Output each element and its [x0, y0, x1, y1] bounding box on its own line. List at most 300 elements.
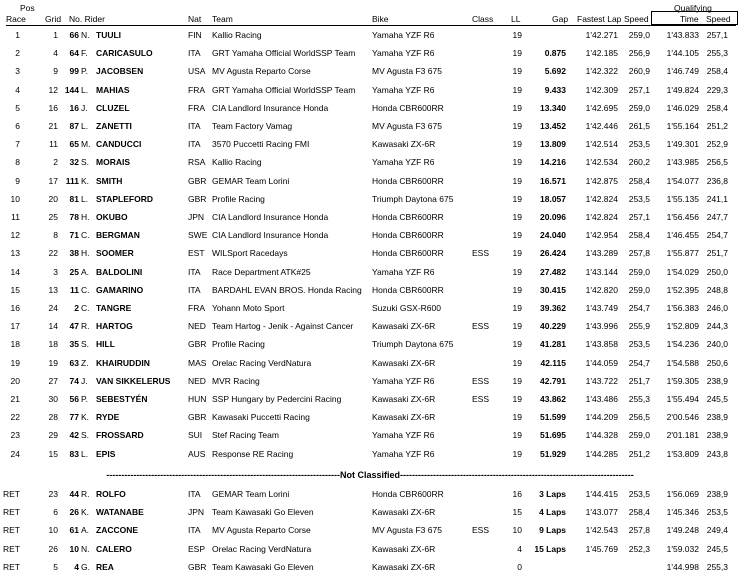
rider-number: 64 [69, 48, 79, 59]
qualifying-time: 1'55.135 [666, 193, 699, 204]
rider-initial: F. [81, 48, 88, 59]
race-pos: 5 [15, 102, 20, 113]
fastest-lap: 1'45.769 [585, 543, 618, 554]
fastest-lap: 1'42.309 [585, 84, 618, 95]
result-row [0, 300, 740, 317]
grid-pos: 27 [48, 375, 58, 386]
fastest-lap: 1'43.486 [585, 394, 618, 404]
race-pos: 14 [10, 266, 20, 277]
laps-led: 19 [512, 139, 522, 150]
result-row [0, 82, 740, 99]
race-pos: 18 [10, 339, 20, 350]
laps-led: 0 [517, 561, 522, 572]
result-row [0, 391, 740, 408]
bike-model: Honda CBR600RR [372, 102, 444, 113]
qualifying-speed: 229,3 [706, 84, 728, 95]
result-row-not-classified [0, 559, 740, 576]
header-grid: Grid [45, 14, 62, 24]
rider-surname: ZACCONE [96, 525, 139, 536]
header-gap: Gap [552, 14, 569, 24]
fastest-lap-speed: 257,1 [628, 212, 650, 222]
header-race: Race [6, 14, 26, 24]
fastest-lap-speed: 252,3 [628, 543, 650, 554]
laps-led: 10 [512, 525, 522, 536]
race-pos: RET [3, 507, 20, 518]
race-pos: 17 [10, 321, 20, 332]
gap: 3 Laps [539, 489, 566, 499]
qualifying-time: 1'56.069 [666, 489, 699, 499]
qualifying-speed: 258,4 [706, 102, 728, 113]
fastest-lap-speed: 258,4 [628, 175, 650, 186]
result-row [0, 227, 740, 244]
qualifying-time: 1'44.998 [666, 561, 699, 572]
qualifying-time: 1'52.809 [666, 321, 699, 332]
race-pos: 11 [11, 212, 20, 222]
result-row [0, 355, 740, 372]
rider-surname: FROSSARD [96, 430, 144, 441]
laps-led: 19 [512, 321, 522, 332]
gap: 13.452 [540, 121, 566, 131]
fastest-lap: 1'44.209 [585, 412, 618, 423]
grid-pos: 10 [48, 525, 58, 536]
laps-led: 19 [512, 230, 522, 241]
result-row [0, 154, 740, 171]
rider-number: 77 [69, 412, 79, 423]
grid-pos: 23 [48, 489, 58, 499]
bike-model: Kawasaki ZX-6R [372, 561, 436, 572]
rider-surname: STAPLEFORD [96, 193, 153, 204]
rider-surname: CANDUCCI [96, 139, 142, 150]
grid-pos: 4 [53, 48, 58, 59]
qualifying-time: 1'54.588 [666, 357, 699, 368]
race-pos: RET [3, 489, 20, 499]
team-name: Stef Racing Team [212, 430, 279, 441]
gap: 42.115 [540, 357, 566, 368]
bike-model: Yamaha YZF R6 [372, 48, 435, 59]
fastest-lap-speed: 258,4 [628, 507, 650, 518]
rider-surname: SMITH [96, 175, 123, 186]
nationality: JPN [188, 507, 205, 518]
grid-pos: 9 [53, 66, 58, 77]
bike-model: Yamaha YZF R6 [372, 266, 435, 277]
result-row-not-classified [0, 541, 740, 558]
nationality: GBR [188, 561, 207, 572]
rider-surname: BERGMAN [96, 230, 140, 241]
team-name: 3570 Puccetti Racing FMI [212, 139, 310, 150]
qualifying-time: 1'54.077 [666, 175, 699, 186]
rider-surname: GAMARINO [96, 284, 144, 295]
race-pos: 20 [10, 375, 20, 386]
rider-initial: P. [81, 394, 88, 404]
race-pos: 8 [15, 157, 20, 168]
header-q-speed: Speed [706, 14, 731, 24]
qualifying-speed: 250,0 [706, 266, 728, 277]
grid-pos: 3 [53, 266, 58, 277]
gap: 41.281 [540, 339, 566, 350]
result-row [0, 136, 740, 153]
gap: 9 Laps [539, 525, 566, 536]
team-name: WILSport Racedays [212, 248, 288, 259]
header-class: Class [472, 14, 494, 24]
race-pos: 7 [15, 139, 20, 150]
result-row [0, 336, 740, 353]
fastest-lap-speed: 257,8 [628, 248, 650, 259]
grid-pos: 6 [53, 507, 58, 518]
qualifying-speed: 238,9 [706, 375, 728, 386]
gap: 24.040 [540, 230, 566, 241]
result-row [0, 100, 740, 117]
nationality: NED [188, 375, 206, 386]
bike-model: Yamaha YZF R6 [372, 157, 435, 168]
gap: 40.229 [540, 321, 566, 332]
rider-surname: ROLFO [96, 489, 126, 499]
fastest-lap-speed: 256,5 [628, 412, 650, 423]
rider-initial: P. [81, 66, 88, 77]
team-name: SSP Hungary by Pedercini Racing [212, 394, 342, 404]
header-ll: LL [511, 14, 521, 24]
qualifying-time: 1'55.877 [666, 248, 699, 259]
fastest-lap: 1'43.289 [585, 248, 618, 259]
qualifying-time: 1'46.749 [666, 66, 699, 77]
result-row [0, 63, 740, 80]
laps-led: 19 [512, 284, 522, 295]
gap: 9.433 [544, 84, 566, 95]
rider-initial: H. [81, 248, 90, 259]
fastest-lap-speed: 255,9 [628, 321, 650, 332]
rider-surname: SEBESTYÉN [96, 394, 148, 404]
rider-surname: MAHIAS [96, 84, 130, 95]
laps-led: 19 [512, 193, 522, 204]
laps-led: 19 [512, 375, 522, 386]
gap: 16.571 [540, 175, 566, 186]
class: ESS [472, 394, 490, 404]
fastest-lap-speed: 256,9 [628, 48, 650, 59]
not-classified-separator: ------------------------------------------------------------------------------Not Classified------------------------------------------------------------------------------ [106, 470, 634, 480]
rider-number: 111 [65, 175, 79, 186]
grid-pos: 12 [48, 84, 58, 95]
rider-initial: J. [81, 375, 88, 386]
qualifying-time: 1'54.029 [666, 266, 699, 277]
fastest-lap: 1'42.954 [585, 230, 618, 241]
qualifying-time: 1'53.809 [666, 448, 699, 459]
qualifying-speed: 258,4 [706, 66, 728, 77]
laps-led: 19 [512, 266, 522, 277]
rider-surname: OKUBO [96, 212, 128, 222]
laps-led: 19 [512, 412, 522, 423]
qualifying-time: 1'46.455 [666, 230, 699, 241]
race-pos: 24 [10, 448, 20, 459]
header-bike: Bike [372, 14, 389, 24]
rider-initial: A. [81, 266, 90, 277]
rider-initial: L. [81, 193, 89, 204]
grid-pos: 28 [48, 412, 58, 423]
rider-surname: VAN SIKKELERUS [96, 375, 171, 386]
bike-model: Honda CBR600RR [372, 248, 444, 259]
laps-led: 19 [512, 30, 522, 40]
gap: 14.216 [540, 157, 566, 168]
nationality: GBR [188, 412, 207, 423]
class: ESS [472, 375, 490, 386]
bike-model: Yamaha YZF R6 [372, 84, 435, 95]
rider-surname: TANGRE [96, 303, 132, 313]
rider-surname: ZANETTI [96, 121, 132, 131]
rider-initial: L. [81, 121, 89, 131]
class: ESS [472, 321, 490, 332]
laps-led: 19 [512, 394, 522, 404]
laps-led: 19 [512, 84, 522, 95]
fastest-lap: 1'42.322 [585, 66, 618, 77]
rider-number: 78 [69, 212, 79, 222]
race-pos: 1 [15, 30, 20, 40]
laps-led: 19 [512, 121, 522, 131]
bike-model: Kawasaki ZX-6R [372, 394, 436, 404]
grid-pos: 2 [53, 157, 58, 168]
qualifying-speed: 255,3 [706, 561, 728, 572]
header-speed: Speed [624, 14, 649, 24]
rider-initial: A. [81, 525, 90, 536]
team-name: Orelac Racing VerdNatura [212, 543, 312, 554]
nationality: SWE [188, 230, 208, 241]
team-name: MV Agusta Reparto Corse [212, 525, 311, 536]
bike-model: MV Agusta F3 675 [372, 525, 442, 536]
rider-number: 42 [69, 430, 79, 441]
qualifying-speed: 257,1 [706, 30, 728, 40]
bike-model: Triumph Daytona 675 [372, 339, 454, 350]
rider-initial: R. [81, 321, 90, 332]
laps-led: 19 [512, 212, 522, 222]
bike-model: Honda CBR600RR [372, 284, 444, 295]
rider-initial: L. [81, 84, 89, 95]
bike-model: Kawasaki ZX-6R [372, 139, 436, 150]
team-name: Response RE Racing [212, 448, 294, 459]
qualifying-speed: 245,5 [706, 394, 728, 404]
rider-surname: WATANABE [96, 507, 144, 518]
fastest-lap: 1'43.077 [585, 507, 618, 518]
rider-number: 38 [69, 248, 79, 259]
qualifying-time: 1'54.236 [666, 339, 699, 350]
gap: 42.791 [540, 375, 566, 386]
qualifying-time: 1'55.164 [666, 121, 699, 131]
qualifying-speed: 247,7 [706, 212, 728, 222]
nationality: ITA [188, 121, 201, 131]
qualifying-speed: 238,9 [706, 430, 728, 441]
rider-initial: L. [81, 448, 89, 459]
qualifying-time: 2'01.181 [666, 430, 699, 441]
rider-surname: CLUZEL [96, 102, 130, 113]
bike-model: Kawasaki ZX-6R [372, 321, 436, 332]
fastest-lap-speed: 255,3 [628, 394, 650, 404]
result-row [0, 245, 740, 262]
gap: 39.362 [540, 303, 566, 313]
result-row [0, 282, 740, 299]
qualifying-time: 1'49.248 [666, 525, 699, 536]
bike-model: Kawasaki ZX-6R [372, 507, 436, 518]
gap: 5.692 [544, 66, 566, 77]
rider-number: 47 [69, 321, 79, 332]
result-row-not-classified [0, 504, 740, 521]
rider-surname: KHAIRUDDIN [96, 357, 150, 368]
bike-model: Kawasaki ZX-6R [372, 412, 436, 423]
grid-pos: 24 [48, 303, 58, 313]
rider-initial: C. [81, 230, 90, 241]
rider-initial: R. [81, 489, 90, 499]
race-pos: RET [3, 543, 20, 554]
team-name: Profile Racing [212, 339, 265, 350]
qualifying-speed: 238,9 [706, 412, 728, 423]
nationality: ITA [188, 266, 201, 277]
nationality: ITA [188, 525, 201, 536]
fastest-lap-speed: 253,5 [628, 139, 650, 150]
rider-initial: S. [81, 430, 90, 441]
result-row [0, 173, 740, 190]
rider-number: 16 [69, 102, 79, 113]
result-row [0, 209, 740, 226]
qualifying-speed: 244,3 [706, 321, 728, 332]
header-team: Team [212, 14, 233, 24]
fastest-lap: 1'42.875 [585, 175, 618, 186]
team-name: CIA Landlord Insurance Honda [212, 212, 329, 222]
qualifying-speed: 253,5 [706, 507, 728, 518]
laps-led: 19 [512, 303, 522, 313]
laps-led: 19 [512, 66, 522, 77]
nationality: FRA [188, 84, 205, 95]
team-name: Yohann Moto Sport [212, 303, 285, 313]
nationality: ITA [188, 284, 201, 295]
fastest-lap: 1'42.185 [585, 48, 618, 59]
qualifying-speed: 246,0 [706, 303, 728, 313]
gap: 30.415 [540, 284, 566, 295]
laps-led: 19 [512, 48, 522, 59]
bike-model: Yamaha YZF R6 [372, 30, 435, 40]
team-name: BARDAHL EVAN BROS. Honda Racing [212, 284, 362, 295]
gap: 26.424 [540, 248, 566, 259]
fastest-lap: 1'43.144 [585, 266, 618, 277]
bike-model: Yamaha YZF R6 [372, 448, 435, 459]
grid-pos: 16 [48, 102, 58, 113]
gap: 18.057 [540, 193, 566, 204]
nationality: ITA [188, 48, 201, 59]
fastest-lap-speed: 254,7 [628, 303, 650, 313]
qualifying-speed: 248,8 [706, 284, 728, 295]
qualifying-time: 1'45.346 [666, 507, 699, 518]
team-name: GRT Yamaha Official WorldSSP Team [212, 84, 356, 95]
qualifying-speed: 251,2 [706, 121, 728, 131]
result-row [0, 427, 740, 444]
race-pos: RET [3, 525, 20, 536]
nationality: RSA [188, 157, 206, 168]
grid-pos: 15 [48, 448, 58, 459]
team-name: GEMAR Team Lorini [212, 175, 290, 186]
qualifying-speed: 255,3 [706, 48, 728, 59]
gap: 4 Laps [539, 507, 566, 518]
rider-number: 74 [69, 375, 79, 386]
team-name: Orelac Racing VerdNatura [212, 357, 312, 368]
fastest-lap: 1'42.695 [585, 102, 618, 113]
rider-initial: K. [81, 412, 90, 423]
grid-pos: 11 [49, 139, 58, 150]
team-name: CIA Landlord Insurance Honda [212, 102, 329, 113]
grid-pos: 13 [48, 284, 58, 295]
gap: 13.809 [540, 139, 566, 150]
fastest-lap: 1'44.059 [585, 357, 618, 368]
fastest-lap: 1'42.543 [585, 525, 618, 536]
fastest-lap-speed: 253,5 [628, 489, 650, 499]
header-rule [6, 25, 736, 26]
rider-number: 44 [69, 489, 79, 499]
laps-led: 19 [512, 430, 522, 441]
fastest-lap-speed: 259,0 [628, 266, 650, 277]
result-row-not-classified [0, 486, 740, 503]
fastest-lap-speed: 253,5 [628, 193, 650, 204]
result-row [0, 191, 740, 208]
rider-initial: N. [81, 543, 90, 554]
bike-model: MV Agusta F3 675 [372, 66, 442, 77]
laps-led: 19 [512, 102, 522, 113]
rider-initial: M. [81, 139, 91, 150]
nationality: USA [188, 66, 206, 77]
laps-led: 19 [512, 157, 522, 168]
rider-number: 11 [70, 284, 79, 295]
rider-initial: C. [81, 284, 90, 295]
nationality: EST [188, 248, 205, 259]
grid-pos: 21 [48, 121, 58, 131]
header-qualifying: Qualifying [674, 3, 712, 13]
header-pos: Pos [20, 3, 35, 13]
race-pos: 3 [15, 66, 20, 77]
nationality: ITA [188, 489, 201, 499]
nationality: FIN [188, 30, 202, 40]
qualifying-time: 1'59.305 [666, 375, 699, 386]
result-row [0, 409, 740, 426]
nationality: HUN [188, 394, 207, 404]
qualifying-speed: 243,8 [706, 448, 728, 459]
result-row-not-classified [0, 522, 740, 539]
result-row [0, 118, 740, 135]
qualifying-speed: 256,5 [706, 157, 728, 168]
fastest-lap: 1'43.858 [585, 339, 618, 350]
fastest-lap-speed: 254,7 [628, 357, 650, 368]
nationality: AUS [188, 448, 206, 459]
rider-number: 71 [69, 230, 79, 241]
team-name: Kallio Racing [212, 30, 262, 40]
qualifying-time: 1'59.032 [666, 543, 699, 554]
rider-number: 63 [69, 357, 79, 368]
bike-model: Kawasaki ZX-6R [372, 357, 436, 368]
result-row [0, 264, 740, 281]
rider-surname: JACOBSEN [96, 66, 144, 77]
rider-initial: G. [81, 561, 90, 572]
laps-led: 19 [512, 339, 522, 350]
rider-surname: RYDE [96, 412, 120, 423]
nationality: GBR [188, 175, 207, 186]
grid-pos: 8 [53, 230, 58, 241]
qualifying-time: 1'46.029 [666, 102, 699, 113]
fastest-lap: 1'42.824 [585, 193, 618, 204]
fastest-lap-speed: 261,5 [628, 121, 650, 131]
qualifying-time: 1'43.985 [666, 157, 699, 168]
grid-pos: 18 [48, 339, 58, 350]
rider-number: 4 [74, 561, 79, 572]
gap: 51.929 [540, 448, 566, 459]
gap: 27.482 [540, 266, 566, 277]
fastest-lap: 1'43.996 [585, 321, 618, 332]
fastest-lap-speed: 260,9 [628, 66, 650, 77]
qualifying-speed: 245,5 [706, 543, 728, 554]
grid-pos: 17 [48, 175, 58, 186]
bike-model: Triumph Daytona 675 [372, 193, 454, 204]
rider-number: 65 [69, 139, 79, 150]
nationality: JPN [188, 212, 205, 222]
